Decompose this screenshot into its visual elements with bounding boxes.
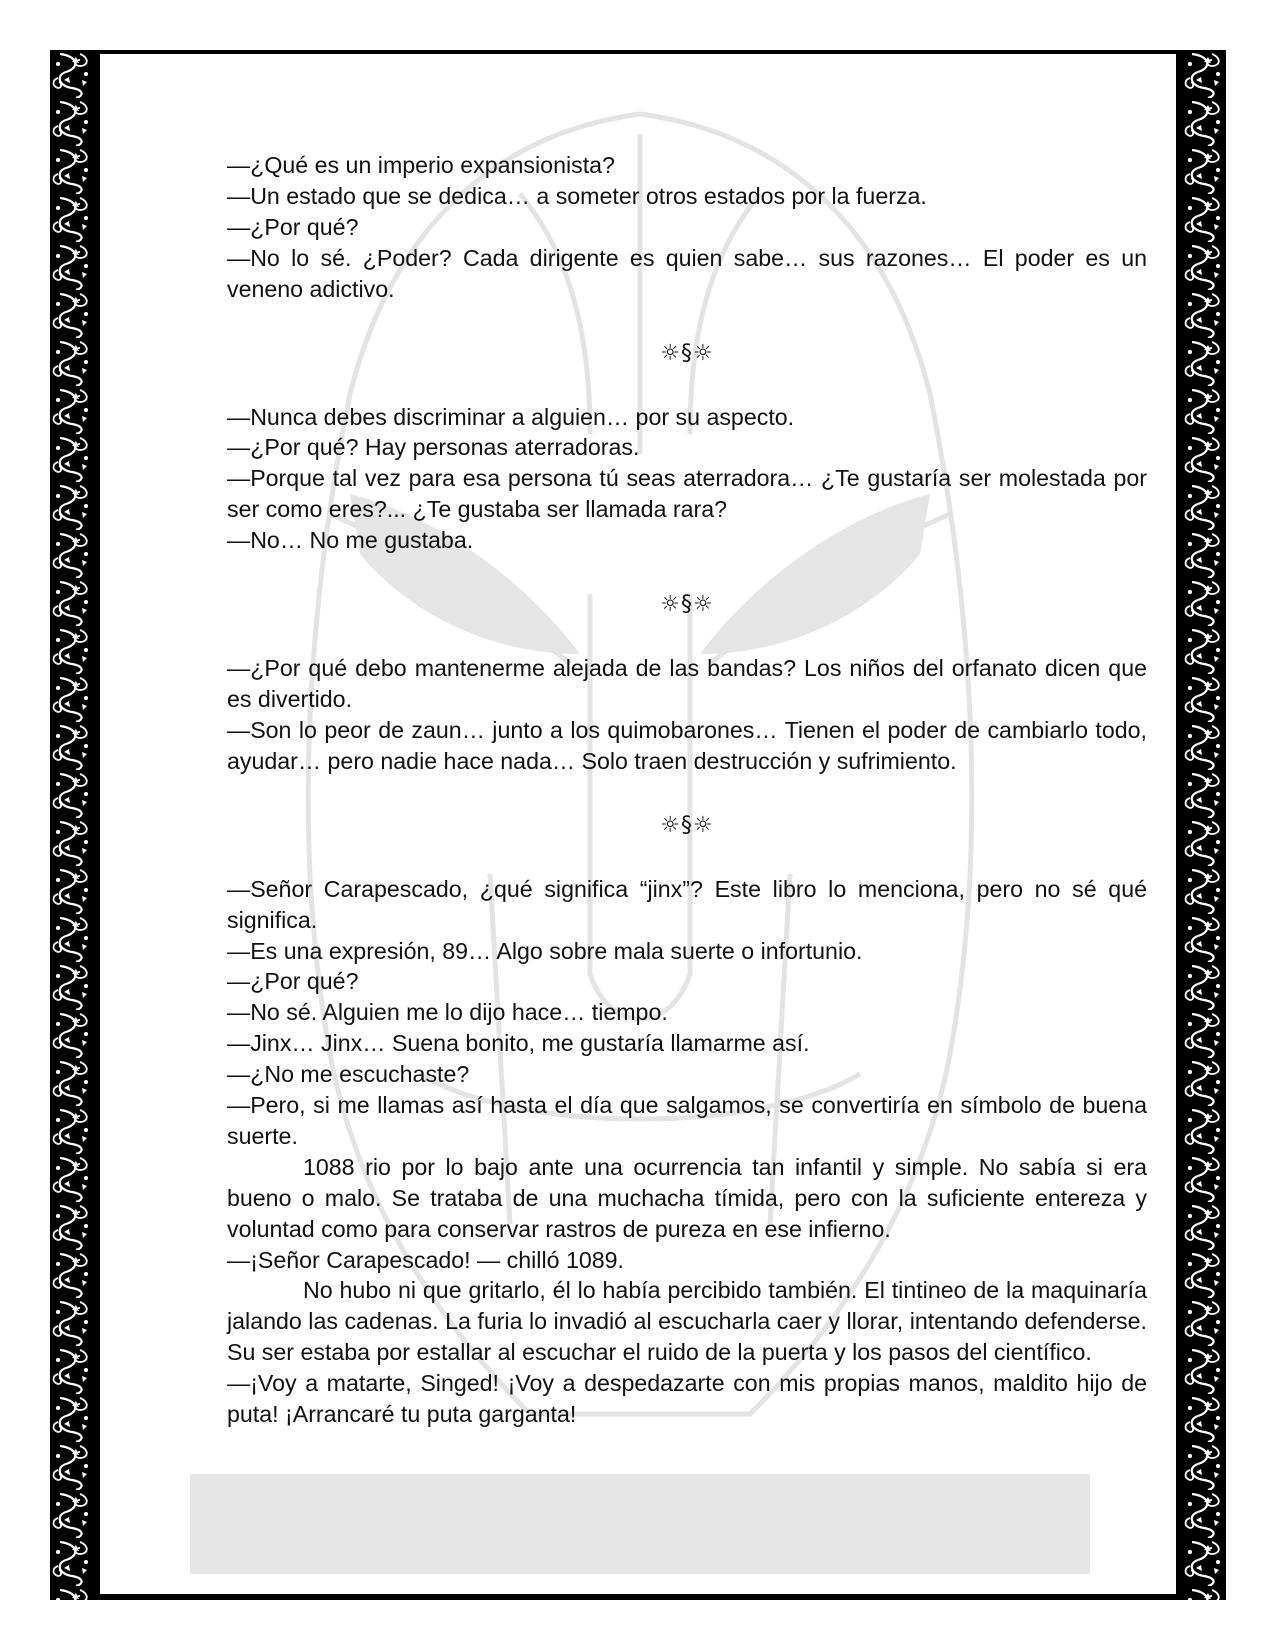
dialogue-line: —Un estado que se dedica… a someter otros estados por la fuerza. <box>227 182 927 209</box>
narrative-paragraph: No hubo ni que gritarlo, él lo había percibido también. El tintineo de la maquinaría jalando las cadenas. La furia lo invadió al escucharla caer y llorar, intentando defenderse. Su ser estaba por estallar al escuchar el ruido de la puerta y los pasos del científico. <box>227 1277 1147 1366</box>
dialogue-line: —No sé. Alguien me lo dijo hace… tiempo. <box>227 999 668 1026</box>
dialogue-line: —¿Por qué? Hay personas aterradoras. <box>227 434 640 461</box>
page-frame <box>50 50 1226 1600</box>
dialogue-line: —¿Por qué? <box>227 968 359 995</box>
dialogue-paragraph: —No lo sé. ¿Poder? Cada dirigente es quien sabe… sus razones… El poder es un veneno adictivo. <box>227 244 1147 302</box>
bottom-border-rule <box>100 1594 1176 1600</box>
section-separator: ☼§☼ <box>660 340 714 366</box>
dialogue-paragraph: —Porque tal vez para esa persona tú seas aterradora… ¿Te gustaría ser molestada por ser como eres?... ¿Te gustaba ser llamada rara? <box>227 465 1147 523</box>
dialogue-paragraph: —Pero, si me llamas así hasta el día que salgamos, se convertiría en símbolo de buena suerte. <box>227 1092 1147 1149</box>
dialogue-line: —Es una expresión, 89… Algo sobre mala suerte o infortunio. <box>227 937 863 964</box>
dialogue-line: —No… No me gustaba. <box>227 527 474 554</box>
dialogue-paragraph: —¡Voy a matarte, Singed! ¡Voy a despedazarte con mis propias manos, maldito hijo de puta! ¡Arrancaré tu puta garganta! <box>227 1370 1147 1428</box>
story-text <box>227 150 1147 1430</box>
ornamental-border-right <box>1182 50 1226 1600</box>
dialogue-line: —¡Señor Carapescado! — chilló 1089. <box>227 1246 624 1273</box>
dialogue-line: —Jinx… Jinx… Suena bonito, me gustaría llamarme así. <box>227 1030 810 1057</box>
dialogue-paragraph: —Son lo peor de zaun… junto a los quimobarones… Tienen el poder de cambiarlo todo, ayudar… pero nadie hace nada… Solo traen destrucción y sufrimiento. <box>227 716 1147 774</box>
dialogue-line: —¿No me escuchaste? <box>227 1061 470 1088</box>
dialogue-line: —Nunca debes discriminar a alguien… por su aspecto. <box>227 403 795 430</box>
page-content-area <box>100 54 1176 1594</box>
dialogue-line: —¿Por qué? <box>227 213 359 240</box>
dialogue-paragraph: —Señor Carapescado, ¿qué significa “jinx”? Este libro lo menciona, pero no sé qué significa. <box>227 875 1147 933</box>
section-separator: ☼§☼ <box>660 592 714 618</box>
dialogue-line: —¿Qué es un imperio expansionista? <box>227 152 615 178</box>
section-separator: ☼§☼ <box>660 812 714 838</box>
dialogue-paragraph: —¿Por qué debo mantenerme alejada de las bandas? Los niños del orfanato dicen que es divertido. <box>227 655 1147 712</box>
narrative-paragraph: 1088 rio por lo bajo ante una ocurrencia tan infantil y simple. No sabía si era bueno o malo. Se trataba de una muchacha tímida, pero con la suficiente entereza y voluntad como para conservar rastros de pureza en ese infierno. <box>227 1153 1147 1242</box>
ornamental-border-left <box>50 50 94 1600</box>
